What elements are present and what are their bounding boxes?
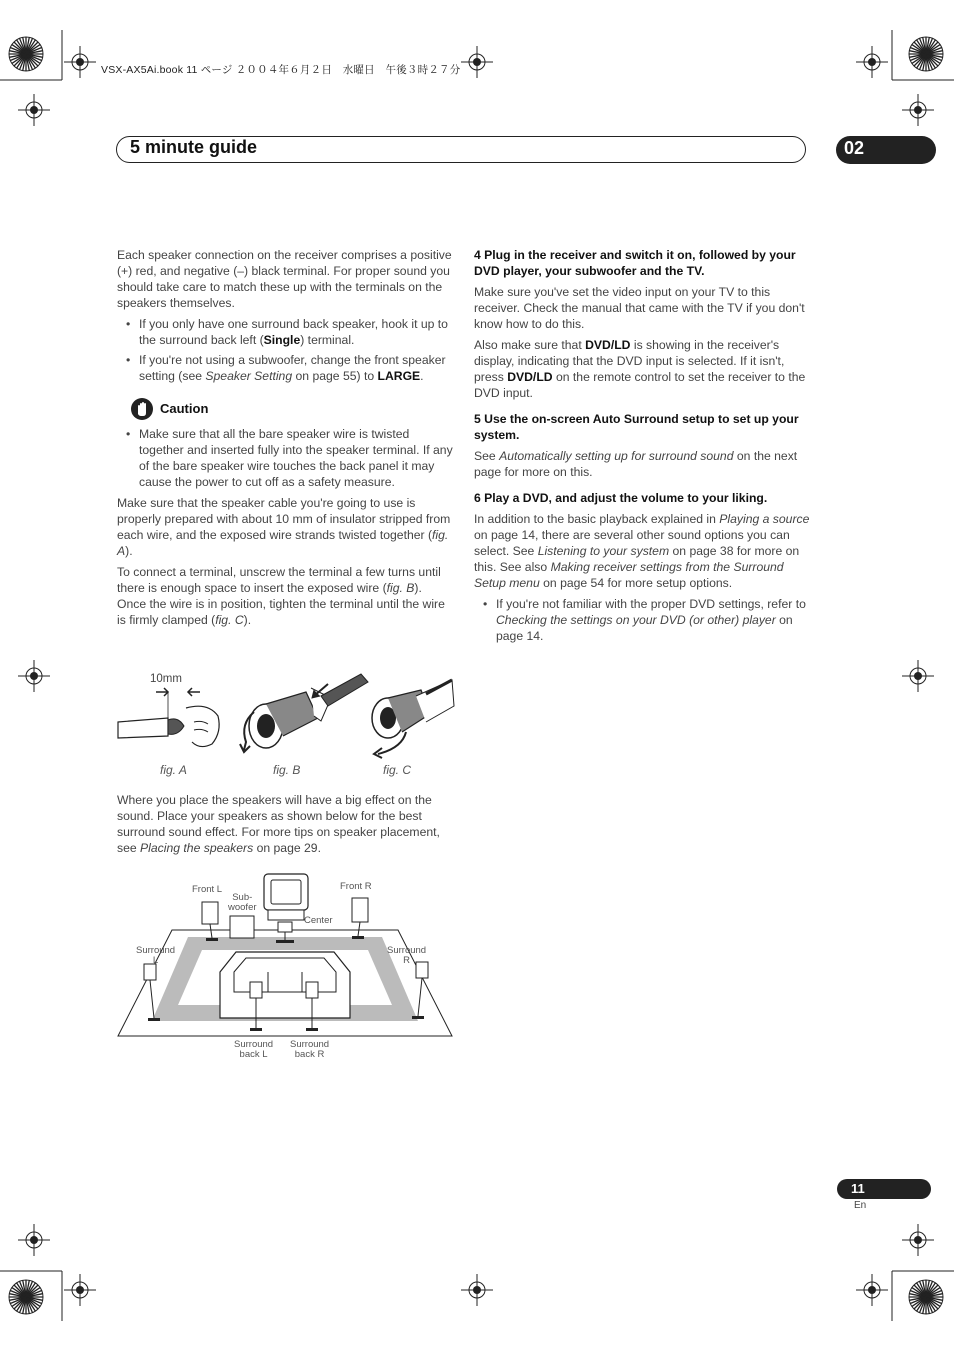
step-6-paragraph: In addition to the basic playback explained in Playing a source on page 14, there are several other sound options you can select. See Listening to your system on page 38 for more on this. See also Making receiver settings from the Surround Setup menu on page 54 for more setup options. xyxy=(474,512,810,590)
caution-heading xyxy=(131,398,453,420)
step-4-paragraph-1: Make sure you've set the video input on your TV to this receiver. Check the manual that came with the TV if you don't know how to do this. xyxy=(474,285,805,331)
wire-prep-paragraph: Make sure that the speaker cable you're going to use is properly prepared with about 10 mm of insulator stripped from each wire, and the exposed wire strands twisted together (fig. A). xyxy=(117,496,451,558)
placement-paragraph: Where you place the speakers will have a big effect on the sound. Place your speakers as shown below for the best surround sound effect. For more tips on speaker placement, see Placing the speakers on page 29. xyxy=(117,793,440,855)
intro-paragraph: Each speaker connection on the receiver comprises a positive (+) red, and negative (–) black terminal. For proper sound you should take care to match these up with the terminals on the speakers themselves. xyxy=(117,248,452,310)
right-column xyxy=(474,247,810,649)
label-center: Center xyxy=(304,915,333,926)
label-subwoofer: Sub- woofer xyxy=(228,892,257,913)
fig-b-terminal-illustration xyxy=(240,674,368,752)
page-number: 11 xyxy=(851,1181,865,1196)
fig-c-caption: fig. C xyxy=(383,763,412,777)
caution-title: Caution xyxy=(160,401,209,416)
chapter-number: 02 xyxy=(844,138,865,158)
book-file-info: VSX-AX5Ai.book 11 ページ ２００４年６月２日 水曜日 午後３時２７分 xyxy=(101,64,461,76)
page-title: 5 minute guide xyxy=(130,137,258,157)
fig-b-caption: fig. B xyxy=(273,763,301,777)
label-surround-r: Surround R xyxy=(387,945,427,966)
speaker-notes-list xyxy=(117,316,453,384)
left-column xyxy=(117,247,453,633)
step-4-heading: 4 Plug in the receiver and switch it on, followed by your DVD player, your subwoofer and the TV. xyxy=(474,248,796,278)
fig-a-caption: fig. A xyxy=(160,763,187,777)
label-front-l: Front L xyxy=(192,884,223,895)
step-4-paragraph-2: Also make sure that DVD/LD is showing in the receiver's display, indicating that the DVD input is selected. If it isn't, press DVD/LD on the remote control to set the receiver to the DVD input. xyxy=(474,338,806,400)
caution-hand-icon xyxy=(131,398,153,420)
step-6-list xyxy=(474,596,810,644)
step-6-heading: 6 Play a DVD, and adjust the volume to your liking. xyxy=(474,491,768,505)
fig-a-wire-illustration xyxy=(118,688,219,747)
list-item: • If you're not familiar with the proper DVD settings, refer to Checking the settings on your DVD (or other) player on page 14. xyxy=(496,596,810,644)
label-front-r: Front R xyxy=(340,881,372,892)
step-5-heading: 5 Use the on-screen Auto Surround setup to set up your system. xyxy=(474,412,799,442)
step-5-paragraph: See Automatically setting up for surround sound on the next page for more on this. xyxy=(474,449,798,479)
label-surround-back-r: Surround back R xyxy=(290,1039,330,1060)
label-surround-l: Surround L xyxy=(136,945,176,966)
list-item: • Make sure that all the bare speaker wire is twisted together and inserted fully into the speaker terminal. If any of the bare speaker wire touches the back panel it may cause the power to cut off as a safety measure. xyxy=(139,426,453,490)
label-surround-back-l: Surround back L xyxy=(234,1039,274,1060)
list-item: • If you're not using a subwoofer, change the front speaker setting (see Speaker Setting on page 55) to LARGE. xyxy=(139,352,453,384)
placement-paragraph-block xyxy=(117,792,453,861)
caution-list xyxy=(117,426,453,490)
fig-10mm-label: 10mm xyxy=(150,673,182,685)
list-item: • If you only have one surround back speaker, hook it up to the surround back left (Single) terminal. xyxy=(139,316,453,348)
page-language: En xyxy=(854,1200,867,1211)
fig-c-terminal-illustration xyxy=(372,680,454,758)
terminal-paragraph: To connect a terminal, unscrew the terminal a few turns until there is enough space to insert the exposed wire (fig. B). Once the wire is in position, tighten the terminal until the wire is firmly clamped (fig. C). xyxy=(117,565,445,627)
